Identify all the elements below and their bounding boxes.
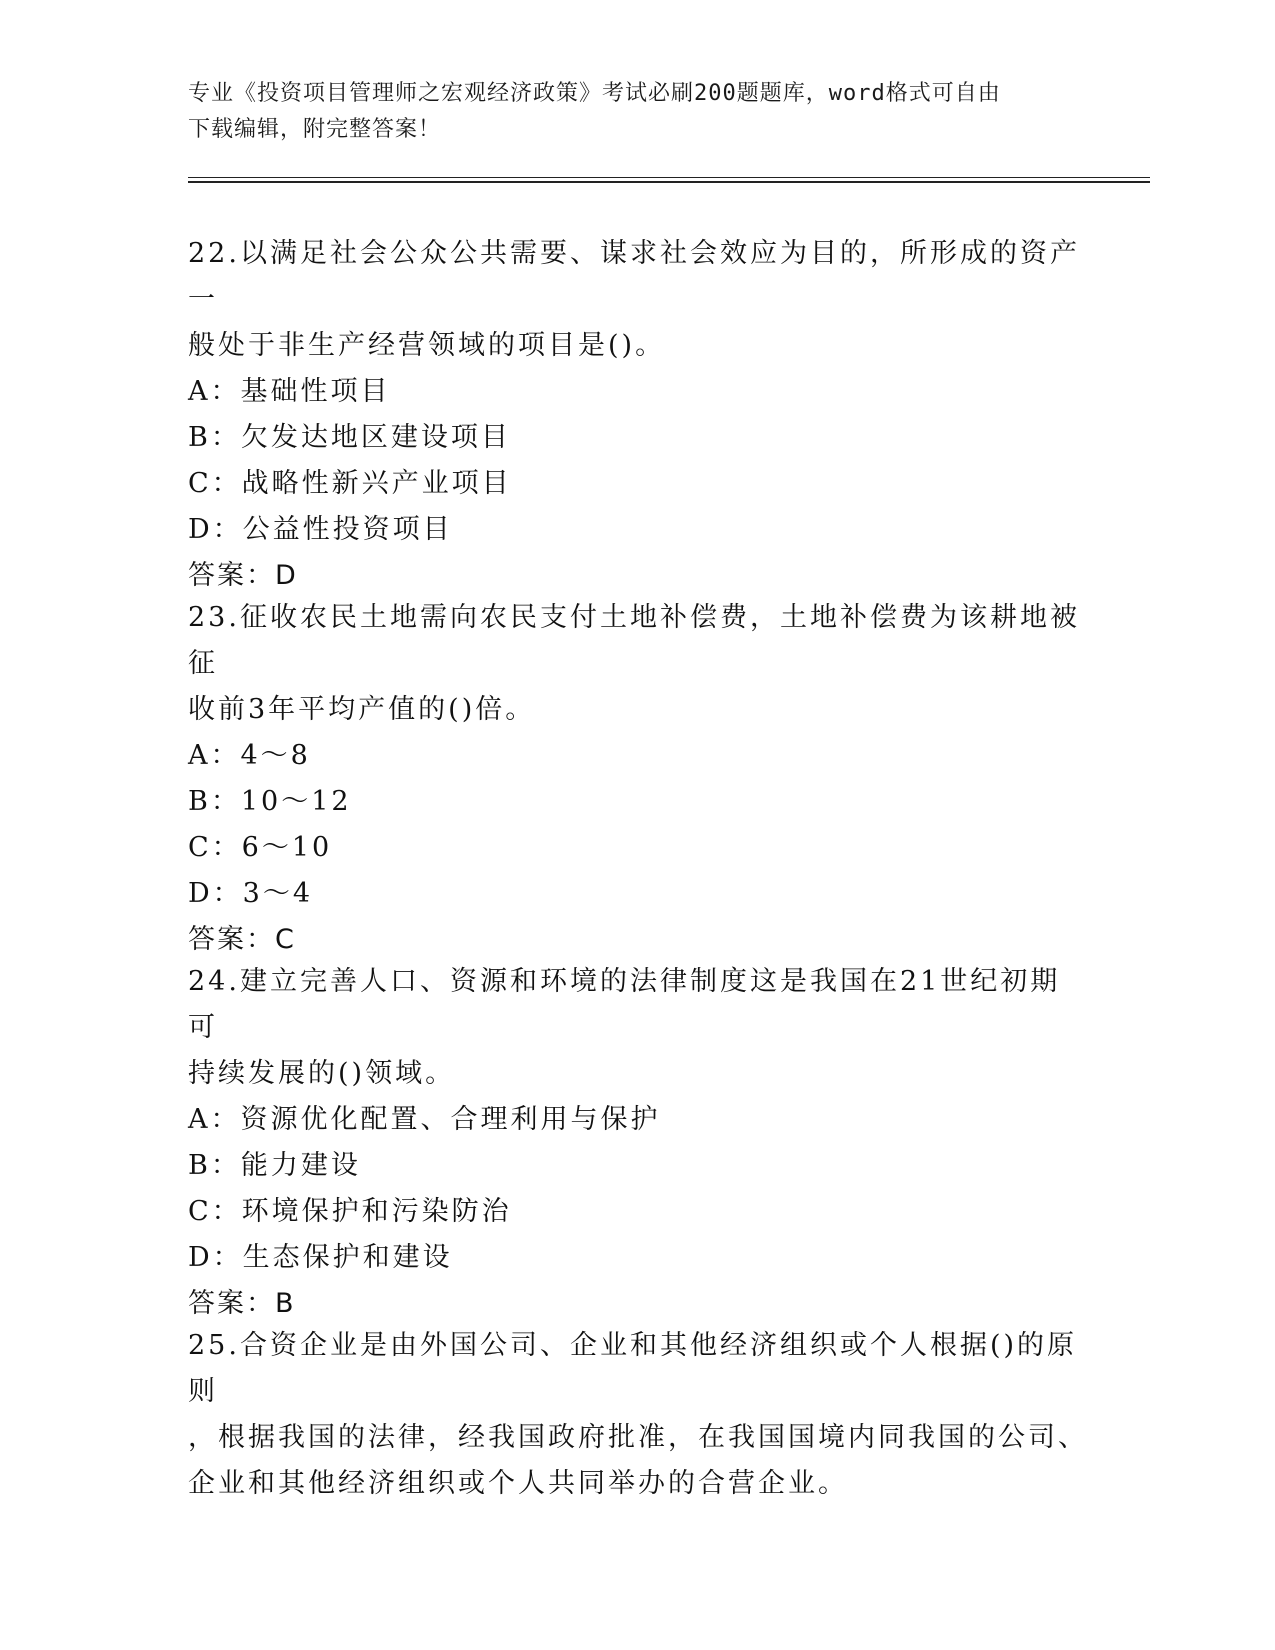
question-stem-line: ，根据我国的法律，经我国政府批准，在我国国境内同我国的公司、 (188, 1422, 1088, 1453)
option-d: D：3～4 (188, 878, 314, 909)
question-stem-line: 持续发展的()领域。 (188, 1058, 456, 1089)
answer: 答案：C (188, 924, 296, 955)
answer: 答案：D (188, 560, 298, 591)
answer: 答案：B (188, 1288, 296, 1319)
option-a: A：资源优化配置、合理利用与保护 (188, 1104, 661, 1135)
question-stem-line: 收前3年平均产值的()倍。 (188, 694, 536, 725)
question-stem-line: 25.合资企业是由外国公司、企业和其他经济组织或个人根据()的原则 (188, 1330, 1078, 1407)
option-b: B：欠发达地区建设项目 (188, 422, 511, 453)
option-c: C：环境保护和污染防治 (188, 1196, 512, 1227)
option-b: B：10～12 (188, 786, 352, 817)
header-line-2: 下载编辑，附完整答案！ (188, 117, 442, 142)
option-b: B：能力建设 (188, 1150, 361, 1181)
question-23 (188, 595, 1088, 963)
question-stem-line: 般处于非生产经营领域的项目是()。 (188, 330, 666, 361)
option-c: C：6～10 (188, 832, 333, 863)
option-d: D：公益性投资项目 (188, 514, 453, 545)
header-divider-thin (188, 177, 1150, 178)
question-stem-line: 企业和其他经济组织或个人共同举办的合营企业。 (188, 1468, 848, 1499)
question-stem-line: 22.以满足社会公众公共需要、谋求社会效应为目的，所形成的资产一 (188, 238, 1080, 315)
question-22 (188, 231, 1088, 599)
header-divider-thick (188, 181, 1150, 183)
option-a: A：4～8 (188, 740, 311, 771)
option-a: A：基础性项目 (188, 376, 391, 407)
question-24 (188, 959, 1088, 1327)
header-line-1: 专业《投资项目管理师之宏观经济政策》考试必刷200题题库，word格式可自由 (188, 81, 1001, 106)
question-stem-line: 24.建立完善人口、资源和环境的法律制度这是我国在21世纪初期可 (188, 966, 1061, 1043)
document-header (188, 76, 1068, 148)
option-d: D：生态保护和建设 (188, 1242, 453, 1273)
question-stem-line: 23.征收农民土地需向农民支付土地补偿费，土地补偿费为该耕地被征 (188, 602, 1080, 679)
question-25 (188, 1323, 1088, 1507)
option-c: C：战略性新兴产业项目 (188, 468, 512, 499)
